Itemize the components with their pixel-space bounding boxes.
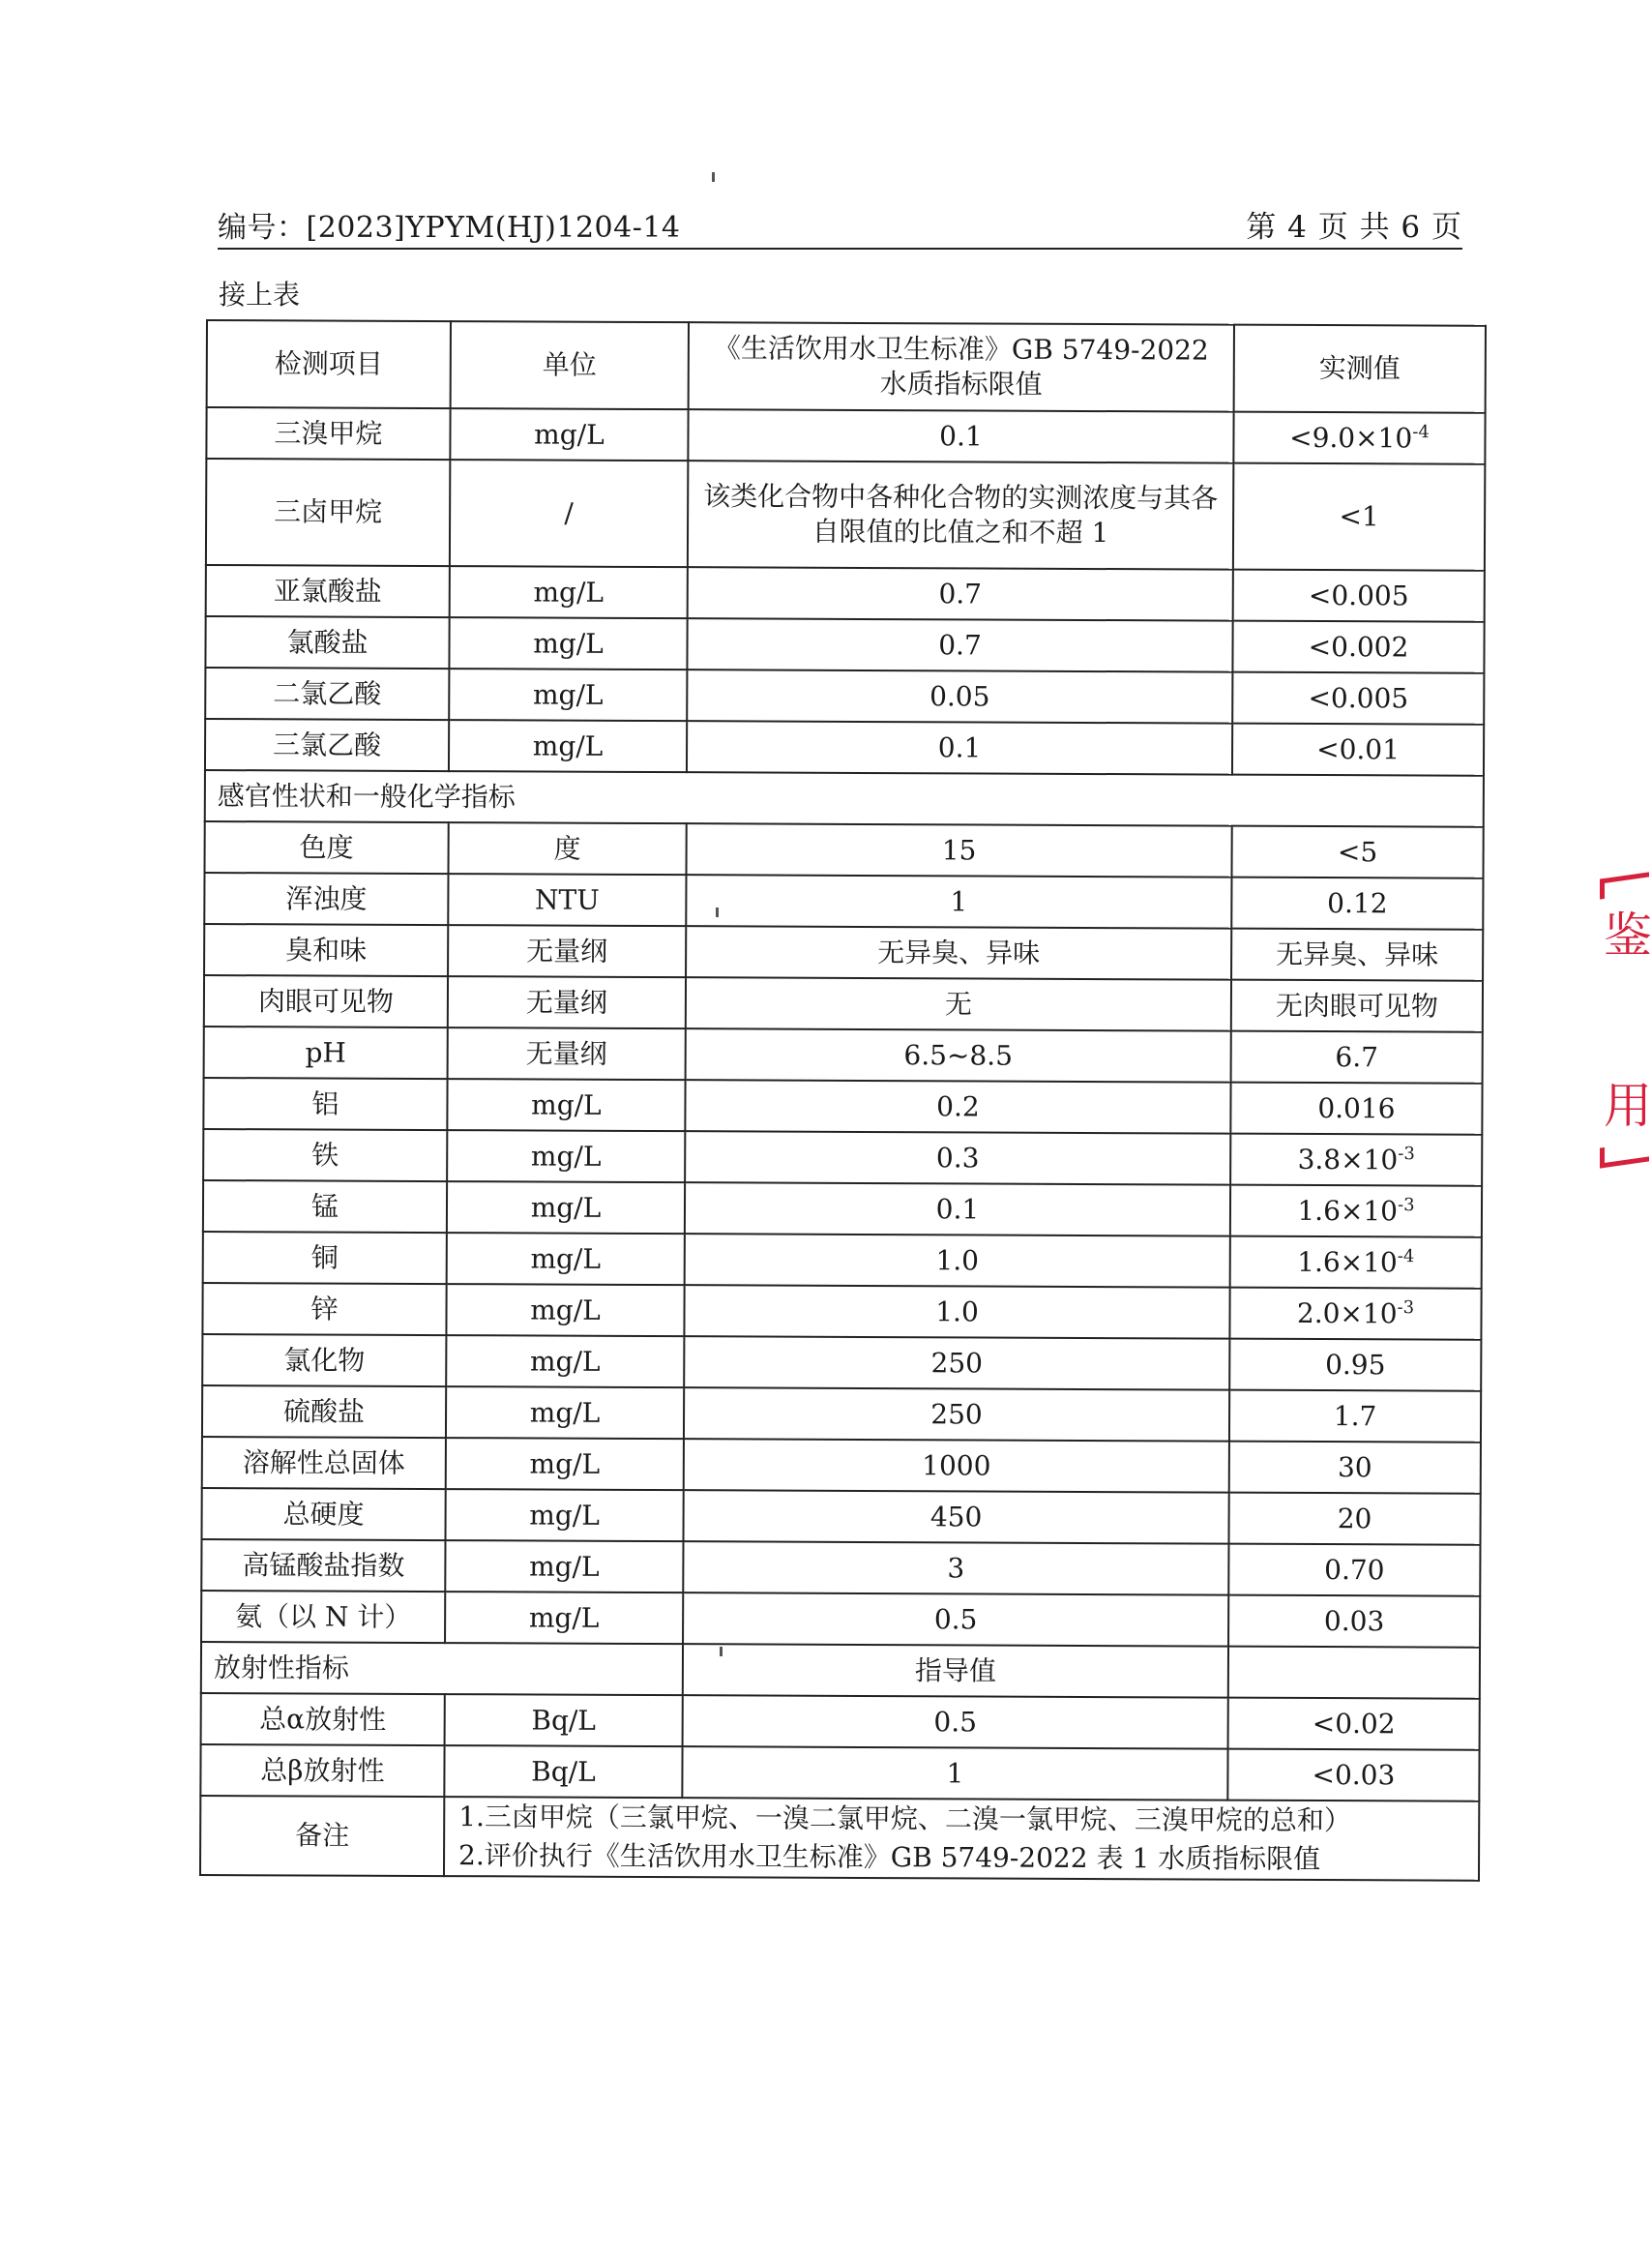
- unit-cell: mg/L: [450, 566, 688, 618]
- empty-cell: [1228, 1647, 1480, 1699]
- measured-value: <9.0×10: [1289, 421, 1413, 454]
- unit-cell: mg/L: [446, 1438, 684, 1490]
- measured-value: 3.8×10: [1297, 1143, 1399, 1176]
- measured-exponent: -3: [1398, 1143, 1415, 1164]
- table-row: [204, 924, 1483, 981]
- limit-cell: 3: [683, 1541, 1228, 1594]
- measured-cell: 0.95: [1229, 1339, 1481, 1391]
- table-row: [201, 1591, 1480, 1648]
- scan-speck: [716, 908, 719, 917]
- item-cell: 肉眼可见物: [204, 975, 448, 1027]
- table-row: [201, 1693, 1480, 1750]
- measured-cell: [1229, 1288, 1481, 1340]
- unit-cell: NTU: [448, 874, 686, 926]
- table-row: [206, 459, 1485, 571]
- item-cell: 硫酸盐: [202, 1385, 446, 1438]
- limit-cell: 1: [686, 875, 1231, 928]
- limit-cell: 250: [684, 1387, 1229, 1441]
- note-line: 2.评价执行《生活饮用水卫生标准》GB 5749-2022 表 1 水质指标限值: [458, 1839, 1321, 1876]
- table-row: [202, 1334, 1481, 1391]
- limit-cell: 1: [682, 1746, 1227, 1800]
- item-cell: 二氯乙酸: [205, 668, 449, 720]
- table-row: [203, 1180, 1482, 1237]
- measured-value: 1.6×10: [1297, 1194, 1399, 1227]
- measured-cell: 无肉眼可见物: [1231, 980, 1483, 1032]
- item-cell: 溶解性总固体: [202, 1437, 446, 1489]
- item-cell: 总β放射性: [200, 1744, 444, 1797]
- table-row: [203, 1232, 1482, 1289]
- measured-cell: 30: [1229, 1442, 1481, 1494]
- item-cell: 氯酸盐: [205, 616, 449, 669]
- table-row: [202, 1385, 1481, 1443]
- unit-cell: Bq/L: [444, 1745, 682, 1798]
- measured-cell: 1.7: [1229, 1390, 1481, 1443]
- stamp-char: 用: [1604, 1078, 1652, 1134]
- limit-cell: 0.1: [687, 721, 1232, 774]
- unit-cell: mg/L: [450, 408, 688, 461]
- measured-cell: [1233, 412, 1485, 464]
- table-row: [203, 1078, 1482, 1135]
- notes-label: 备注: [200, 1796, 444, 1876]
- stamp-char: 鉴: [1604, 908, 1652, 964]
- notes-row: [200, 1796, 1479, 1881]
- unit-cell: mg/L: [446, 1284, 684, 1336]
- item-cell: 三卤甲烷: [206, 459, 450, 566]
- scan-speck: [712, 172, 715, 182]
- table-row: [200, 1744, 1479, 1801]
- measured-cell: [1230, 1134, 1482, 1186]
- table-row: [205, 821, 1484, 878]
- note-line: 1.三卤甲烷（三氯甲烷、一溴二氯甲烷、二溴一氯甲烷、三溴甲烷的总和）: [458, 1801, 1352, 1837]
- notes-cell: [444, 1797, 1479, 1881]
- limit-cell: 0.1: [688, 409, 1233, 462]
- unit-cell: mg/L: [449, 669, 687, 721]
- measured-cell: <1: [1233, 463, 1485, 571]
- unit-cell: mg/L: [449, 617, 687, 670]
- measured-cell: 0.70: [1228, 1544, 1480, 1596]
- unit-cell: mg/L: [446, 1335, 684, 1387]
- stamp-bracket: [1600, 872, 1649, 899]
- item-cell: 臭和味: [204, 924, 448, 976]
- measured-value: 2.0×10: [1296, 1296, 1398, 1329]
- limit-cell: 该类化合物中各种化合物的实测浓度与其各自限值的比值之和不超 1: [688, 461, 1233, 569]
- limit-cell: 0.05: [687, 670, 1232, 723]
- item-cell: 锰: [203, 1180, 447, 1233]
- measured-cell: <0.01: [1232, 724, 1484, 776]
- unit-cell: 无量纲: [448, 1027, 686, 1080]
- continued-label: 接上表: [219, 279, 301, 311]
- item-cell: 铁: [203, 1129, 447, 1181]
- measured-cell: 无异臭、异味: [1231, 929, 1483, 981]
- measured-cell: 6.7: [1231, 1031, 1483, 1084]
- limit-cell: 250: [684, 1336, 1229, 1389]
- measured-value: 1.6×10: [1297, 1245, 1398, 1278]
- table-row: [205, 719, 1484, 776]
- results-table: [199, 319, 1487, 1882]
- unit-cell: mg/L: [445, 1489, 683, 1541]
- unit-cell: 无量纲: [448, 925, 686, 977]
- section-row: [201, 1642, 1480, 1699]
- item-cell: 总硬度: [201, 1488, 445, 1540]
- unit-cell: 度: [449, 822, 687, 875]
- limit-cell: 450: [683, 1490, 1228, 1543]
- measured-cell: 0.12: [1231, 878, 1483, 930]
- limit-cell: 1.0: [684, 1285, 1229, 1338]
- limit-cell: 0.1: [685, 1182, 1230, 1235]
- table-row: [204, 1027, 1483, 1084]
- item-cell: 高锰酸盐指数: [201, 1539, 445, 1592]
- measured-cell: <5: [1231, 826, 1483, 878]
- unit-cell: mg/L: [445, 1540, 683, 1592]
- measured-exponent: -4: [1397, 1245, 1415, 1266]
- table-row: [204, 975, 1483, 1032]
- item-cell: 色度: [205, 821, 449, 874]
- unit-cell: mg/L: [446, 1386, 684, 1439]
- table-row: [205, 616, 1484, 673]
- table-row: [201, 1539, 1480, 1596]
- limit-cell: 0.5: [683, 1592, 1228, 1646]
- unit-cell: 无量纲: [448, 976, 686, 1028]
- table-row: [201, 1488, 1480, 1545]
- unit-cell: mg/L: [447, 1181, 685, 1234]
- measured-cell: [1230, 1236, 1482, 1289]
- item-cell: 锌: [202, 1283, 446, 1335]
- table-row: [206, 407, 1485, 464]
- unit-cell: mg/L: [447, 1130, 685, 1182]
- measured-cell: 0.016: [1230, 1083, 1482, 1135]
- measured-cell: [1230, 1185, 1482, 1237]
- table-row: [205, 668, 1484, 725]
- table-row: [206, 565, 1485, 622]
- table-row: [202, 1283, 1481, 1340]
- table-row: [202, 1437, 1481, 1494]
- scan-speck: [720, 1647, 723, 1656]
- item-cell: 氨（以 N 计）: [201, 1591, 445, 1643]
- limit-cell: 0.7: [688, 567, 1233, 620]
- item-cell: 铜: [203, 1232, 447, 1284]
- limit-cell: 6.5~8.5: [686, 1028, 1231, 1082]
- page-number: 第 4 页 共 6 页: [1246, 210, 1462, 245]
- section-limit-label: 指导值: [683, 1644, 1228, 1697]
- header-limit: 《生活饮用水卫生标准》GB 5749-2022 水质指标限值: [689, 322, 1234, 411]
- unit-cell: mg/L: [447, 1233, 685, 1285]
- header-item: 检测项目: [207, 320, 451, 408]
- item-cell: 总α放射性: [201, 1693, 445, 1745]
- document-number: 编号：[2023]YPYM(HJ)1204-14: [218, 211, 681, 245]
- item-cell: 氯化物: [202, 1334, 446, 1386]
- measured-cell: 0.03: [1228, 1595, 1480, 1648]
- item-cell: 铝: [203, 1078, 447, 1130]
- limit-cell: 1000: [684, 1439, 1229, 1492]
- table-row: [204, 873, 1483, 930]
- limit-cell: 15: [686, 823, 1231, 877]
- item-cell: 三氯乙酸: [205, 719, 449, 771]
- unit-cell: mg/L: [445, 1592, 683, 1644]
- unit-cell: Bq/L: [445, 1694, 683, 1746]
- section-title: 放射性指标: [201, 1642, 683, 1695]
- unit-cell: mg/L: [447, 1079, 685, 1131]
- measured-exponent: -4: [1412, 421, 1430, 442]
- page-header: [218, 205, 1462, 250]
- item-cell: 亚氯酸盐: [206, 565, 450, 617]
- measured-exponent: -3: [1397, 1296, 1415, 1318]
- measured-cell: <0.02: [1228, 1698, 1480, 1750]
- red-stamp: [1594, 876, 1652, 1166]
- measured-cell: <0.002: [1232, 621, 1484, 673]
- item-cell: 浑浊度: [204, 873, 448, 925]
- limit-cell: 无: [686, 977, 1231, 1030]
- item-cell: 三溴甲烷: [206, 407, 450, 460]
- limit-cell: 0.7: [687, 618, 1232, 671]
- measured-cell: <0.03: [1227, 1749, 1479, 1801]
- table-header-row: [207, 320, 1486, 413]
- measured-cell: <0.005: [1233, 570, 1485, 622]
- item-cell: pH: [204, 1027, 448, 1079]
- limit-cell: 0.5: [683, 1695, 1228, 1748]
- limit-cell: 1.0: [685, 1234, 1230, 1287]
- limit-cell: 无异臭、异味: [686, 926, 1231, 979]
- unit-cell: /: [450, 460, 688, 567]
- stamp-bracket: [1600, 1141, 1649, 1168]
- header-unit: 单位: [451, 321, 689, 409]
- limit-cell: 0.2: [685, 1080, 1230, 1133]
- unit-cell: mg/L: [449, 720, 687, 772]
- measured-cell: <0.005: [1232, 672, 1484, 725]
- limit-cell: 0.3: [685, 1131, 1230, 1184]
- measured-exponent: -3: [1398, 1194, 1415, 1215]
- section-title: 感官性状和一般化学指标: [205, 770, 1484, 827]
- section-row: [205, 770, 1484, 827]
- table-row: [203, 1129, 1482, 1186]
- header-measured: 实测值: [1234, 325, 1486, 413]
- measured-cell: 20: [1228, 1493, 1480, 1545]
